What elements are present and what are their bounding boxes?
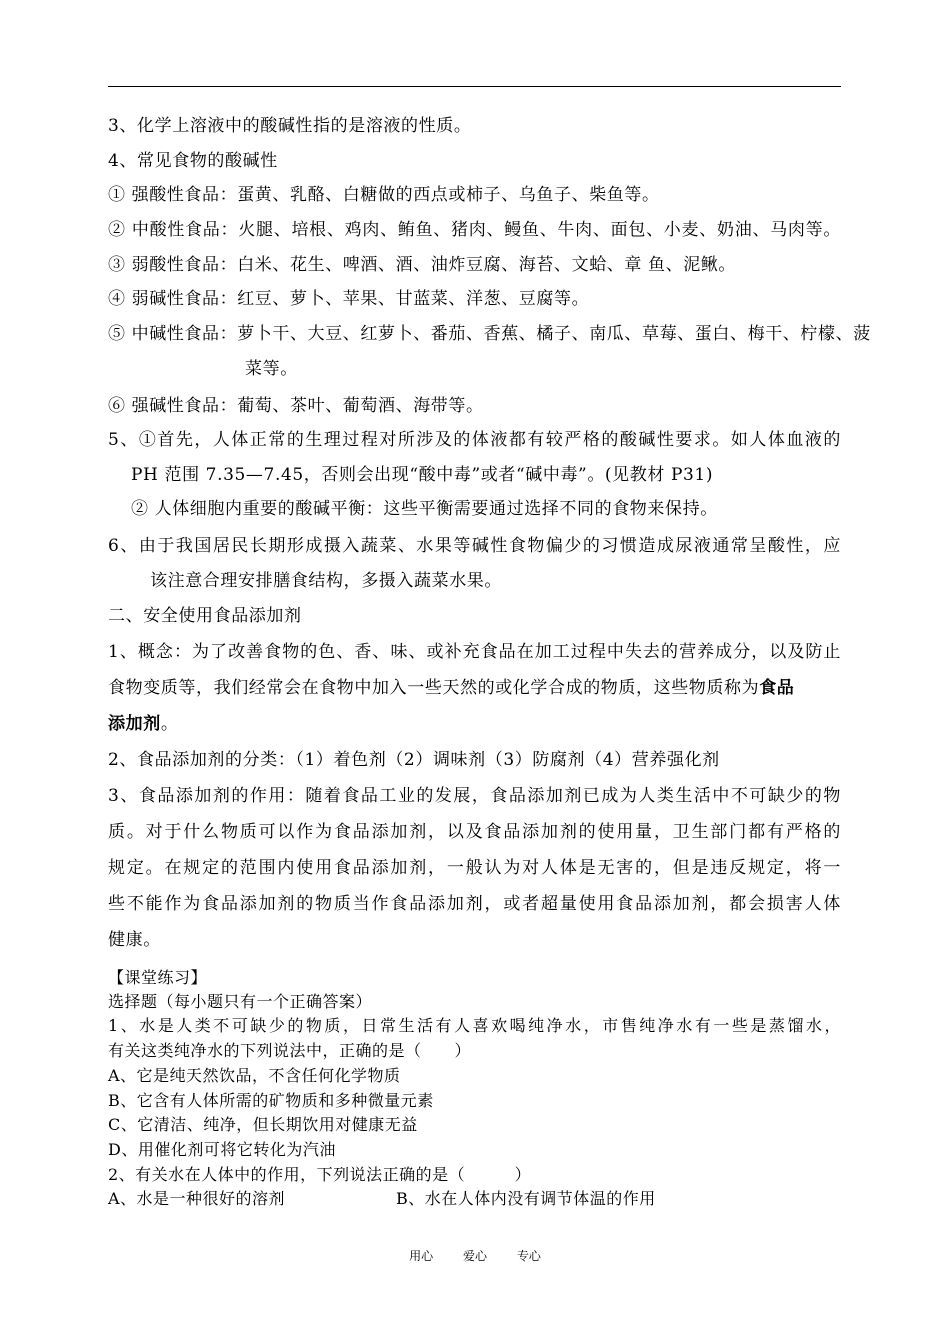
footer-text: 专心 [516,1249,541,1263]
bold-term: 添加剂 [108,714,161,734]
point-5-sub1: 5、①首先，人体正常的生理过程对所涉及的体液都有较严格的酸碱性要求。如人体血液的 [108,430,841,450]
page-footer [0,1247,950,1264]
concept-line-1: 1、概念：为了改善食物的色、香、味、或补充食品在加工过程中失去的营养成分，以及防止 [108,642,841,662]
point-6: 6、由于我国居民长期形成摄入蔬菜、水果等碱性食物偏少的习惯造成尿液通常呈酸性，应 [108,536,841,556]
classification: 2、食品添加剂的分类：（1）着色剂（2）调味剂（3）防腐剂（4）营养强化剂 [108,750,720,770]
effect-line-1: 3、食品添加剂的作用：随着食品工业的发展，食品添加剂已成为人类生活中不可缺少的物 [108,786,841,806]
list-item-medium-alkali: ⑤ 中碱性食品：萝卜干、大豆、红萝卜、番茄、香蕉、橘子、南瓜、草莓、蛋白、梅干、柠檬、菠 [108,324,871,344]
point-4-heading: 4、常见食物的酸碱性 [108,151,278,171]
list-item-medium-acid: ② 中酸性食品：火腿、培根、鸡肉、鲔鱼、猪肉、鳗鱼、牛肉、面包、小麦、奶油、马肉等。 [108,220,841,240]
q1-option-d: D、用催化剂可将它转化为汽油 [108,1140,336,1159]
exercise-heading: 【课堂练习】 [108,968,208,987]
point-3: 3、化学上溶液中的酸碱性指的是溶液的性质。 [108,116,472,136]
exercise-instructions: 选择题（每小题只有一个正确答案） [108,992,373,1011]
effect-line-3: 规定。在规定的范围内使用食品添加剂，一般认为对人体是无害的，但是违反规定，将一 [108,858,841,878]
q1-option-a: A、它是纯天然饮品，不含任何化学物质 [108,1066,401,1085]
effect-line-4: 些不能作为食品添加剂的物质当作食品添加剂，或者超量使用食品添加剂，都会损害人体 [108,894,841,914]
q2-option-a: A、水是一种很好的溶剂 [108,1189,286,1208]
point-5-sub2: ② 人体细胞内重要的酸碱平衡：这些平衡需要通过选择不同的食物来保持。 [131,499,718,519]
list-item-weak-acid: ③ 弱酸性食品：白米、花生、啤酒、酒、油炸豆腐、海苔、文蛤、章 鱼、泥鳅。 [108,255,737,275]
footer-text: 用心 [409,1249,434,1263]
footer-text: 爱心 [462,1249,487,1263]
question-1: 1、水是人类不可缺少的物质，日常生活有人喜欢喝纯净水，市售纯净水有一些是蒸馏水， [108,1016,841,1035]
list-item-weak-alkali: ④ 弱碱性食品：红豆、萝卜、苹果、甘蓝菜、洋葱、豆腐等。 [108,289,590,309]
question-2: 2、有关水在人体中的作用，下列说法正确的是（ ） [108,1165,532,1184]
effect-line-5: 健康。 [108,930,161,950]
concept-line-2: 食物变质等，我们经常会在食物中加入一些天然的或化学合成的物质，这些物质称为食品 [108,678,795,698]
question-1-cont: 有关这类纯净水的下列说法中，正确的是（ ） [108,1041,472,1060]
q1-option-c: C、它清洁、纯净，但长期饮用对健康无益 [108,1115,418,1134]
list-item-strong-acid: ① 强酸性食品：蛋黄、乳酪、白糖做的西点或柿子、乌鱼子、柴鱼等。 [108,185,660,205]
point-5-sub1-cont: PH 范围 7.35—7.45，否则会出现“酸中毒”或者“碱中毒”。(见教材 P31) [131,465,714,485]
point-6-cont: 该注意合理安排膳食结构，多摄入蔬菜水果。 [150,571,502,591]
effect-line-2: 质。对于什么物质可以作为食品添加剂，以及食品添加剂的使用量，卫生部门都有严格的 [108,822,841,842]
header-rule [108,86,841,87]
bold-term: 食品 [759,678,795,698]
concept-line-3: 添加剂。 [108,714,179,734]
list-item-medium-alkali-cont: 菜等。 [245,359,298,379]
section-2-heading: 二、安全使用食品添加剂 [108,606,302,626]
q2-option-b: B、水在人体内没有调节体温的作用 [396,1189,656,1208]
list-item-strong-alkali: ⑥ 强碱性食品：葡萄、茶叶、葡萄酒、海带等。 [108,396,484,416]
q1-option-b: B、它含有人体所需的矿物质和多种微量元素 [108,1091,434,1110]
